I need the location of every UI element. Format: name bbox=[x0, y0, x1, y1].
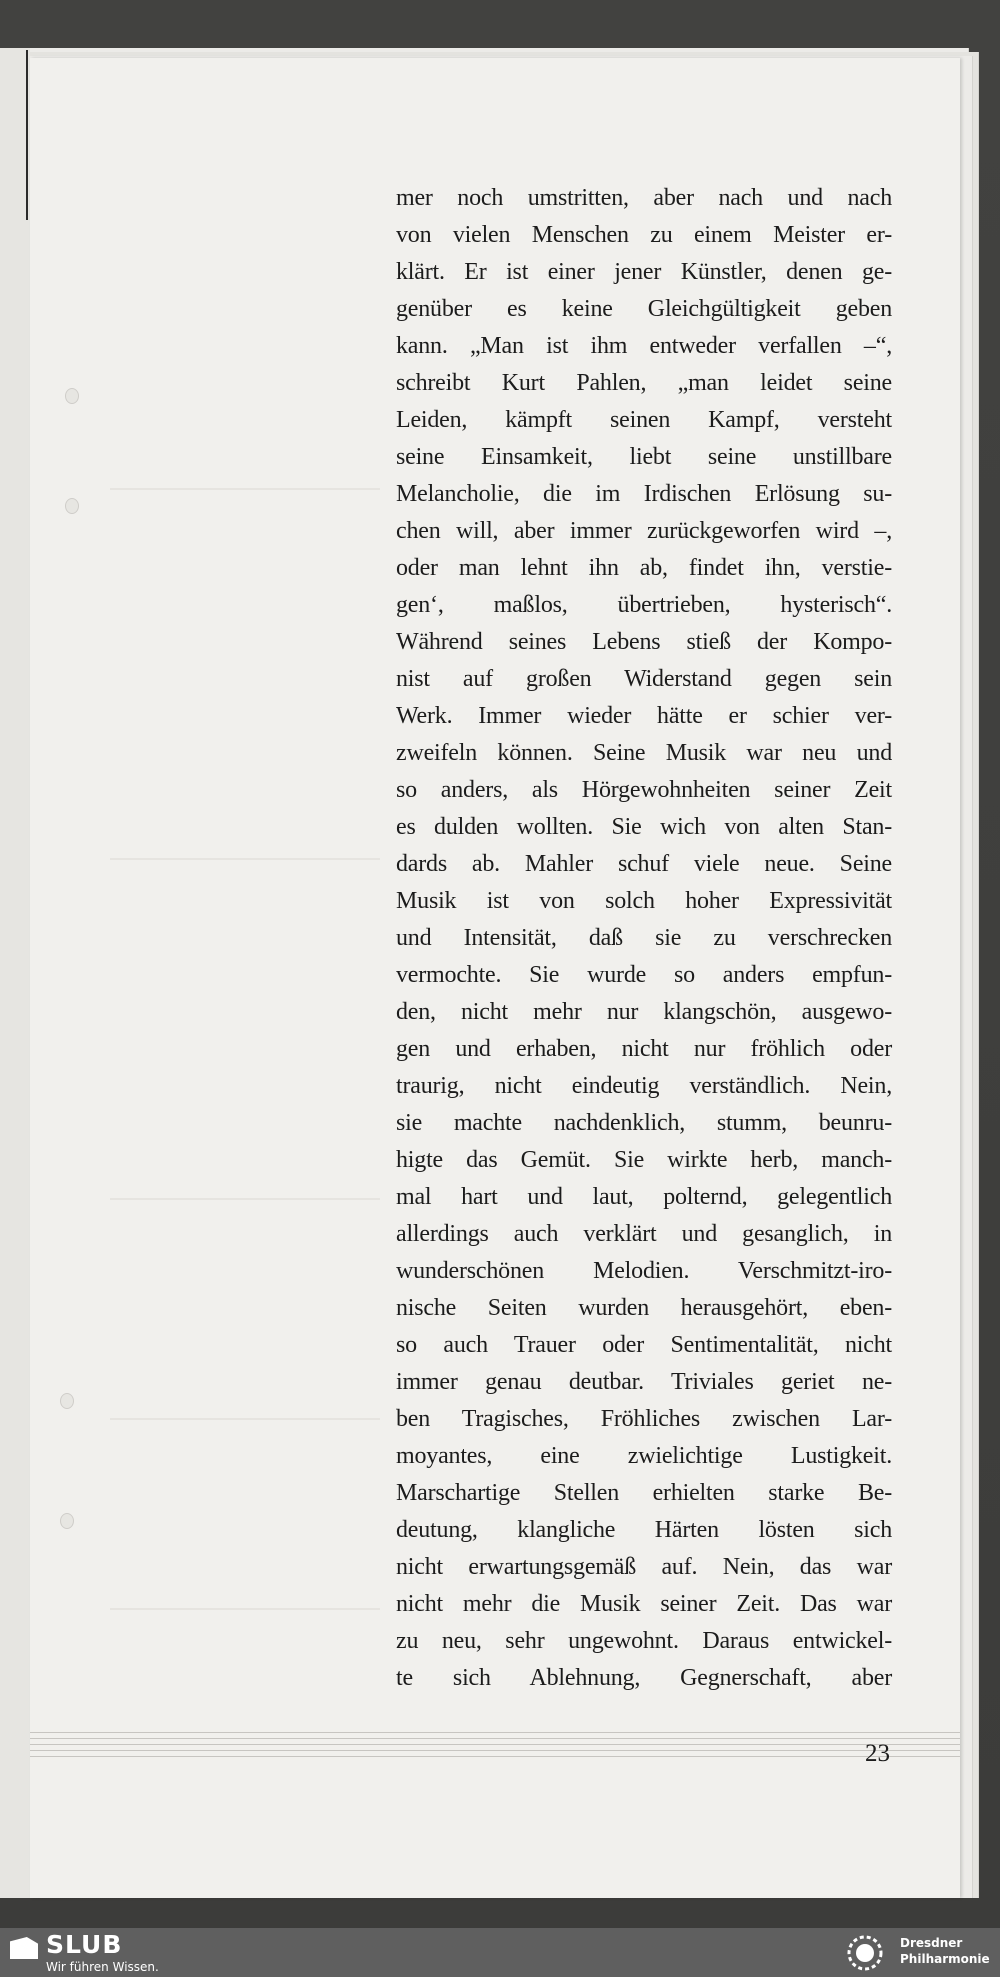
text-line: gen‘, maßlos, übertrieben, hysterisch“. bbox=[396, 592, 892, 618]
text-line: zu neu, sehr ungewohnt. Daraus entwickel- bbox=[396, 1628, 892, 1654]
text-line: te sich Ablehnung, Gegnerschaft, aber bbox=[396, 1665, 892, 1691]
footer-bar bbox=[0, 1928, 1000, 1977]
text-line: zweifeln können. Seine Musik war neu und bbox=[396, 740, 892, 766]
slub-title[interactable]: SLUB bbox=[46, 1930, 123, 1959]
punch-hole-mark bbox=[60, 1513, 74, 1529]
previous-page-edge bbox=[0, 48, 30, 1898]
punch-hole-mark bbox=[65, 388, 79, 404]
text-line: von vielen Menschen zu einem Meister er- bbox=[396, 222, 892, 248]
text-line: dards ab. Mahler schuf viele neue. Seine bbox=[396, 851, 892, 877]
text-line: seine Einsamkeit, liebt seine unstillbare bbox=[396, 444, 892, 470]
text-line: mer noch umstritten, aber nach und nach bbox=[396, 185, 892, 211]
text-line: vermochte. Sie wurde so anders empfun- bbox=[396, 962, 892, 988]
show-through-sidebar bbox=[110, 378, 380, 1778]
text-line: nische Seiten wurden herausgehört, eben- bbox=[396, 1295, 892, 1321]
text-line: schreibt Kurt Pahlen, „man leidet seine bbox=[396, 370, 892, 396]
text-line: so anders, als Hörgewohnheiten seiner Zeit bbox=[396, 777, 892, 803]
slub-tagline: Wir führen Wissen. bbox=[46, 1960, 159, 1974]
text-line: Musik ist von solch hoher Expressivität bbox=[396, 888, 892, 914]
text-line: es dulden wollten. Sie wich von alten Stan- bbox=[396, 814, 892, 840]
text-line: traurig, nicht eindeutig verständlich. Nein, bbox=[396, 1073, 892, 1099]
punch-hole-mark bbox=[60, 1393, 74, 1409]
previous-page-margin-line bbox=[26, 50, 28, 220]
partner-name-line1: Dresdner bbox=[900, 1936, 963, 1950]
text-line: oder man lehnt ihn ab, findet ihn, verstie- bbox=[396, 555, 892, 581]
text-line: den, nicht mehr nur klangschön, ausgewo- bbox=[396, 999, 892, 1025]
punch-hole-mark bbox=[65, 498, 79, 514]
text-line: immer genau deutbar. Triviales geriet ne- bbox=[396, 1369, 892, 1395]
text-line: moyantes, eine zwielichtige Lustigkeit. bbox=[396, 1443, 892, 1469]
text-line: Marschartige Stellen erhielten starke Be- bbox=[396, 1480, 892, 1506]
text-line: gen und erhaben, nicht nur fröhlich oder bbox=[396, 1036, 892, 1062]
text-line: nicht mehr die Musik seiner Zeit. Das war bbox=[396, 1591, 892, 1617]
text-line: allerdings auch verklärt und gesanglich, in bbox=[396, 1221, 892, 1247]
text-line: so auch Trauer oder Sentimentalität, nicht bbox=[396, 1332, 892, 1358]
text-line: mal hart und laut, polternd, gelegentlich bbox=[396, 1184, 892, 1210]
text-line: Werk. Immer wieder hätte er schier ver- bbox=[396, 703, 892, 729]
text-line: wunderschönen Melodien. Verschmitzt-iro- bbox=[396, 1258, 892, 1284]
text-line: nist auf großen Widerstand gegen sein bbox=[396, 666, 892, 692]
partner-name-line2: Philharmonie bbox=[900, 1952, 990, 1966]
philharmonie-logo-icon[interactable] bbox=[845, 1933, 885, 1973]
text-line: sie machte nachdenklich, stumm, beunru- bbox=[396, 1110, 892, 1136]
slub-logo-icon[interactable] bbox=[10, 1937, 38, 1959]
text-line: kann. „Man ist ihm entweder verfallen –“, bbox=[396, 333, 892, 359]
page-number: 23 bbox=[865, 1740, 890, 1767]
text-line: Leiden, kämpft seinen Kampf, versteht bbox=[396, 407, 892, 433]
text-line: genüber es keine Gleichgültigkeit geben bbox=[396, 296, 892, 322]
body-text bbox=[396, 180, 892, 1697]
text-line: deutung, klangliche Härten lösten sich bbox=[396, 1517, 892, 1543]
text-line: Melancholie, die im Irdischen Erlösung su- bbox=[396, 481, 892, 507]
text-line: nicht erwartungsgemäß auf. Nein, das war bbox=[396, 1554, 892, 1580]
text-line: chen will, aber immer zurückgeworfen wird –, bbox=[396, 518, 892, 544]
decorative-staff-lines bbox=[30, 1730, 960, 1770]
text-line: higte das Gemüt. Sie wirkte herb, manch- bbox=[396, 1147, 892, 1173]
text-line: klärt. Er ist einer jener Künstler, denen ge- bbox=[396, 259, 892, 285]
text-line: Während seines Lebens stieß der Kompo- bbox=[396, 629, 892, 655]
text-line: und Intensität, daß sie zu verschrecken bbox=[396, 925, 892, 951]
text-line: ben Tragisches, Fröhliches zwischen Lar- bbox=[396, 1406, 892, 1432]
